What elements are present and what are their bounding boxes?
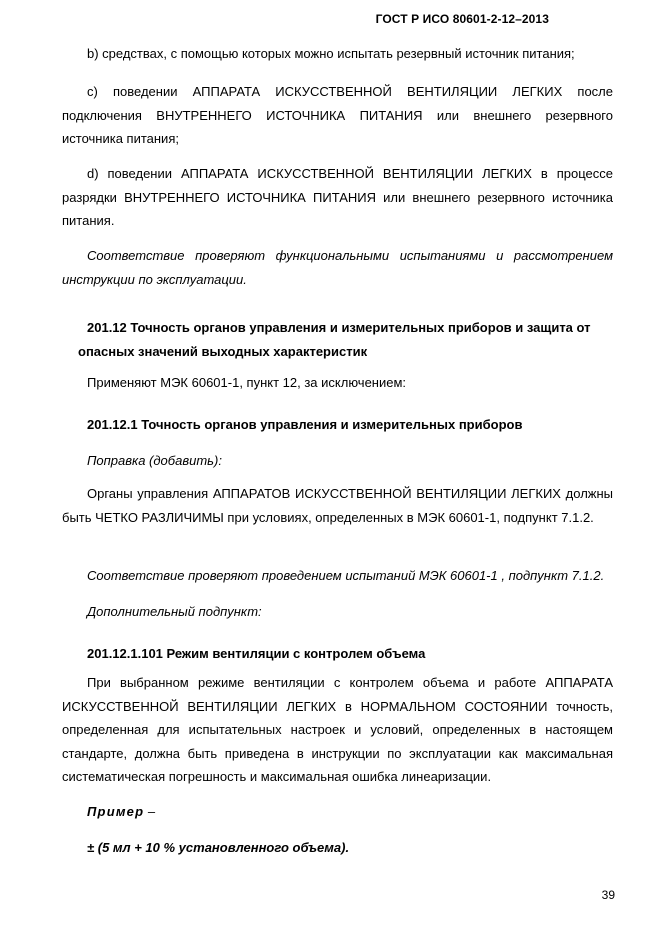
section-heading-201-12 bbox=[62, 316, 613, 363]
section-heading-201-12-1-101: 201.12.1.101 Режим вентиляции с контролем объема bbox=[87, 646, 426, 661]
example-label-line bbox=[62, 800, 638, 824]
standard-header: ГОСТ Р ИСО 80601-2-12–2013 bbox=[375, 12, 549, 26]
additional-subclause-note: Дополнительный подпункт: bbox=[87, 604, 262, 619]
example-label: Пример bbox=[87, 804, 145, 819]
list-item-d: d) поведении АППАРАТА ИСКУССТВЕННОЙ ВЕНТИЛЯЦИИ ЛЕГКИХ в процессе разрядки ВНУТРЕННЕГО ИСТОЧНИКА ПИТАНИЯ или внешнего резервного источника питания. bbox=[62, 166, 613, 228]
example-dash: – bbox=[144, 804, 156, 819]
volume-control-paragraph: При выбранном режиме вентиляции с контролем объема и работе АППАРАТА ИСКУССТВЕННОЙ ВЕНТИЛЯЦИИ ЛЕГКИХ в НОРМАЛЬНОМ СОСТОЯНИИ точность, определенная для испытательных настроек и условий, определенных в настоящем стандарте, должна быть приведена в инструкции по эксплуатации как максимальная систематическая погрешность и максимальная ошибка линеаризации. bbox=[62, 675, 613, 784]
list-item-c: c) поведении АППАРАТА ИСКУССТВЕННОЙ ВЕНТИЛЯЦИИ ЛЕГКИХ после подключения ВНУТРЕННЕГО ИСТОЧНИКА ПИТАНИЯ или внешнего резервного источника питания; bbox=[62, 84, 613, 146]
compliance-note-2: Соответствие проверяют проведением испытаний МЭК 60601-1 , подпункт 7.1.2. bbox=[87, 568, 605, 583]
applies-paragraph: Применяют МЭК 60601-1, пункт 12, за исключением: bbox=[87, 375, 407, 390]
page-number: 39 bbox=[601, 888, 615, 902]
compliance-note-1: Соответствие проверяют функциональными испытаниями и рассмотрением инструкции по эксплуатации. bbox=[62, 248, 613, 287]
section-heading-201-12-line1: 201.12 Точность органов управления и измерительных приборов и защита от bbox=[87, 320, 591, 335]
example-value: ± (5 мл + 10 % установленного объема). bbox=[87, 840, 350, 855]
list-item-b: b) средствах, с помощью которых можно испытать резервный источник питания; bbox=[87, 46, 575, 61]
amendment-note: Поправка (добавить): bbox=[87, 453, 222, 468]
section-heading-201-12-1: 201.12.1 Точность органов управления и измерительных приборов bbox=[87, 417, 523, 432]
section-heading-201-12-line2: опасных значений выходных характеристик bbox=[78, 343, 368, 359]
controls-paragraph: Органы управления АППАРАТОВ ИСКУССТВЕННОЙ ВЕНТИЛЯЦИИ ЛЕГКИХ должны быть ЧЕТКО РАЗЛИЧИМЫ при условиях, определенных в МЭК 60601-1, подпункт 7.1.2. bbox=[62, 486, 613, 525]
